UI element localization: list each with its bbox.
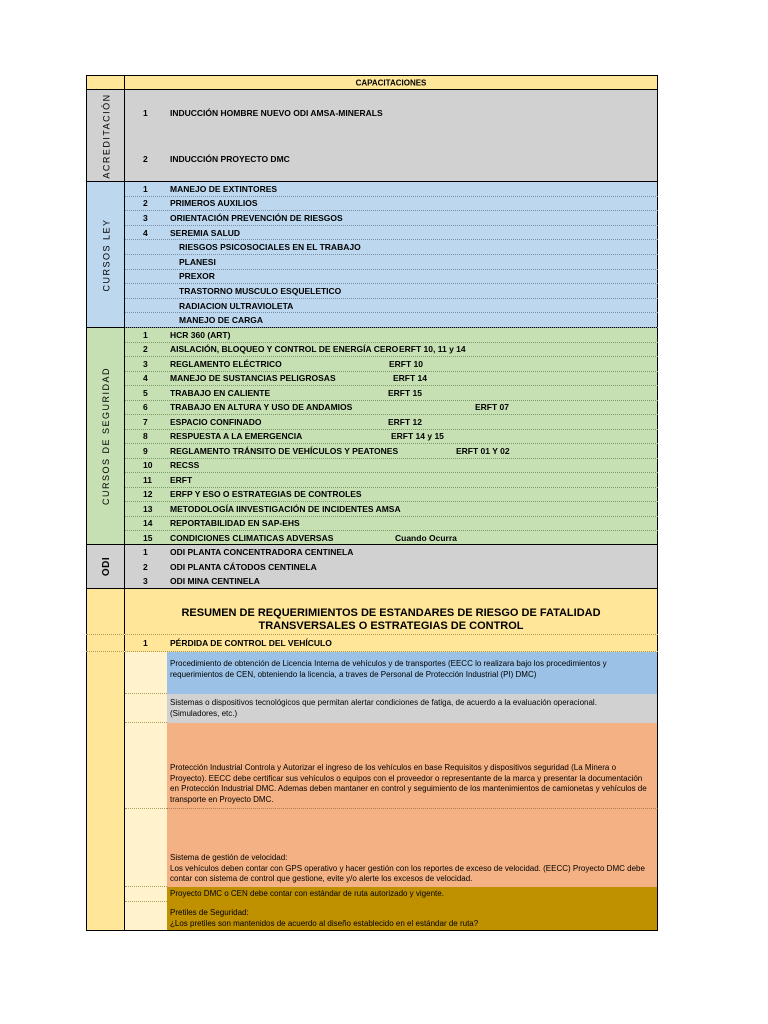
resumen-item-cell [125,635,658,651]
requirement-pretiles-title: Pretiles de Seguridad: [170,908,249,917]
left-cell [86,694,125,723]
item-label: MANEJO DE CARGA [179,315,264,326]
resumen-left-cell [86,589,125,634]
ley-item-row [125,284,658,299]
left-cell [86,887,125,902]
requirement-licencia: Procedimiento de obtención de Licencia Interna de vehículos y de transportes (EECC lo realizara bajo los procedimientos y requerimientos de CEN, obteniendo la licencia, a traves de Personal de Protección Industrial (PI) DMC) [170,659,607,679]
item-erft-reference: Cuando Ocurra [395,532,457,543]
ley-item-row [125,255,658,270]
item-number: 3 [143,212,148,223]
item-erft-reference: ERFT 01 Y 02 [456,445,510,456]
ley-item-row [125,240,658,255]
left-cell [86,652,125,694]
requirement-fatiga: Sistemas o dispositivos tecnológicos que permitan alertar condiciones de fatiga, de acuerdo a la evaluación operacional. (Simuladores, etc.) [170,698,597,718]
item-number: 4 [143,227,148,238]
seguridad-item-row [125,517,658,532]
item-label: ESPACIO CONFINADO [170,416,262,427]
item-label: REGLAMENTO ELÉCTRICO [170,358,282,369]
header-title: CAPACITACIONES [355,78,427,87]
item-number: 13 [143,503,153,514]
requirement-row [86,694,658,723]
item-label: RIESGOS PSICOSOCIALES EN EL TRABAJO [179,242,361,253]
item-number: 4 [143,373,148,384]
header-title-cell [125,76,658,89]
seguridad-item-row [125,459,658,474]
section-label-cursos-seguridad: CURSOS DE SEGURIDAD [101,366,112,506]
seguridad-item-row [125,531,658,546]
item-number: 2 [143,344,148,355]
item-label: PLANESI [179,256,216,267]
ley-item-row [125,226,658,241]
item-number: 2 [143,154,148,164]
seguridad-item-row [125,502,658,517]
num-cell [125,694,167,723]
item-number: 15 [143,532,153,543]
item-label: INDUCCIÓN PROYECTO DMC [170,154,290,164]
seguridad-item-row [125,357,658,372]
item-label: MANEJO DE SUSTANCIAS PELIGROSAS [170,373,336,384]
seguridad-item-row [125,386,658,401]
requirement-row [86,652,658,694]
item-label: INDUCCIÓN HOMBRE NUEVO ODI AMSA-MINERALS [170,108,383,118]
ley-item-row [125,299,658,314]
item-label: REPORTABILIDAD EN SAP-EHS [170,518,300,529]
item-label: ODI PLANTA CÁTODOS CENTINELA [170,561,317,572]
item-number: 3 [143,358,148,369]
item-label: ERFP Y ESO O ESTRATEGIAS DE CONTROLES [170,489,362,500]
num-cell [125,809,167,887]
item-number: 1 [143,547,148,558]
item-number: 14 [143,518,153,529]
seguridad-item-row [125,401,658,416]
requirement-cell [167,902,658,930]
section-label-cursos-ley: CURSOS LEY [101,217,112,292]
requirement-cell [167,809,658,887]
requirement-velocidad-title: Sistema de gestión de velocidad: [170,853,288,862]
resumen-item-label: PÉRDIDA DE CONTROL DEL VEHÍCULO [170,638,332,648]
resumen-title: RESUMEN DE REQUERIMIENTOS DE ESTANDARES DE RIESGO DE FATALIDAD TRANSVERSALES O ESTRATEGIAS DE CONTROL [181,607,601,632]
requirement-velocidad-text: Los vehículos deben contar con GPS operativo y hacer gestión con los reportes de exceso de velocidad. (EECC) Proyecto DMC debe contar con sistema de control que gestione, evite y/o alerte los excesos de velocidad. [170,863,645,883]
item-label: RESPUESTA A LA EMERGENCIA [170,431,303,442]
ley-item-row [125,211,658,226]
num-cell [125,723,167,809]
requirement-cell [167,723,658,809]
resumen-title-cell [125,589,658,634]
item-label: TRASTORNO MUSCULO ESQUELETICO [179,285,342,296]
requirement-row [86,902,658,931]
item-label: CONDICIONES CLIMATICAS ADVERSAS [170,532,334,543]
section-label-acreditacion: ACREDITACIÓN [101,92,112,179]
item-label: ERFT [170,474,193,485]
item-label: AISLACIÓN, BLOQUEO Y CONTROL DE ENERGÍA CERO [170,344,399,355]
requirement-estandar-ruta: Proyecto DMC o CEN debe contar con estándar de ruta autorizado y vigente. [170,889,444,898]
item-label: REGLAMENTO TRÁNSITO DE VEHÍCULOS Y PEATONES [170,445,399,456]
item-label: ODI PLANTA CONCENTRADORA CENTINELA [170,547,354,558]
item-number: 12 [143,489,153,500]
item-label: PREXOR [179,271,215,282]
seguridad-item-row [125,343,658,358]
item-erft-reference: ERFT 14 [393,373,428,384]
item-label: SEREMIA SALUD [170,227,241,238]
odi-item-row [125,574,658,589]
item-number: 9 [143,445,148,456]
item-number: 5 [143,387,148,398]
item-erft-reference: ERFT 12 [388,416,423,427]
requirement-row [86,723,658,809]
requirement-pretiles [170,908,647,929]
item-label: HCR 360 (ART) [170,329,231,340]
item-label: ODI MINA CENTINELA [170,576,260,587]
resumen-title-row [86,589,658,635]
header-row [86,75,658,90]
num-cell [125,902,167,930]
seguridad-item-row [125,488,658,503]
acreditacion-item [86,147,658,171]
resumen-item-number: 1 [143,638,148,648]
item-label: TRABAJO EN ALTURA Y USO DE ANDAMIOS [170,402,353,413]
header-corner-cell [86,76,125,89]
requirement-row [86,809,658,887]
ley-item-row [125,270,658,285]
left-cell [86,635,125,651]
item-number: 10 [143,460,153,471]
item-number: 1 [143,183,148,194]
section-label-cell [86,328,125,544]
section-label-cell [86,545,125,588]
requirement-cell [167,887,658,902]
item-label: TRABAJO EN CALIENTE [170,387,271,398]
num-cell [125,652,167,694]
item-erft-reference: ERFT 15 [388,387,423,398]
requirement-row [86,887,658,902]
item-label: PRIMEROS AUXILIOS [170,198,258,209]
item-number: 6 [143,402,148,413]
item-erft-reference: ERFT 10 [389,358,424,369]
item-number: 7 [143,416,148,427]
seguridad-item-row [125,372,658,387]
seguridad-item-row [125,328,658,343]
item-number: 2 [143,561,148,572]
item-number: 1 [143,108,148,118]
item-number: 11 [143,474,152,485]
item-label: RECSS [170,460,200,471]
odi-item-row [125,560,658,575]
item-label: MANEJO DE EXTINTORES [170,183,278,194]
item-label: RADIACION ULTRAVIOLETA [179,300,294,311]
item-label: METODOLOGÍA IINVESTIGACIÓN DE INCIDENTES AMSA [170,503,401,514]
acreditacion-item [86,101,658,125]
item-erft-reference: ERFT 07 [475,402,510,413]
section-label-odi: ODI [101,556,112,577]
resumen-item-row [86,635,658,652]
item-number: 8 [143,431,148,442]
seguridad-item-row [125,415,658,430]
left-cell [86,902,125,930]
item-number: 1 [143,329,148,340]
requirement-cell [167,694,658,723]
left-cell [86,723,125,809]
odi-item-row [125,545,658,560]
num-cell [125,887,167,902]
section-label-cell [86,182,125,327]
requirement-pretiles-text: ¿Los pretiles son mantenidos de acuerdo al diseño establecido en el estándar de ruta? [170,918,479,928]
item-erft-reference: ERFT 10, 11 y 14 [399,344,466,355]
seguridad-item-row [125,473,658,488]
item-number: 2 [143,198,148,209]
ley-item-row [125,182,658,197]
requirement-ingreso-vehiculos: Protección Industrial Controla y Autorizar el ingreso de los vehículos en base Requisitos y dispositivos seguridad (La Minera o Proyecto). EECC debe certificar sus vehículos o equipos con el proveedor o representante de la marca y presentar la documentación en Protección Industrial DMC. Ademas deben mantaner en control y seguimiento de los mantenimientos de camionetas y vehículos de transporte en Proyecto DMC. [170,763,647,804]
seguridad-item-row [125,444,658,459]
ley-item-row [125,197,658,212]
left-cell [86,809,125,887]
item-erft-reference: ERFT 14 y 15 [391,431,444,442]
item-label: ORIENTACIÓN PREVENCIÓN DE RIESGOS [170,212,343,223]
item-number: 3 [143,576,148,587]
requirement-cell [167,652,658,694]
requirement-velocidad [170,853,647,885]
ley-item-row [125,313,658,328]
seguridad-item-row [125,430,658,445]
